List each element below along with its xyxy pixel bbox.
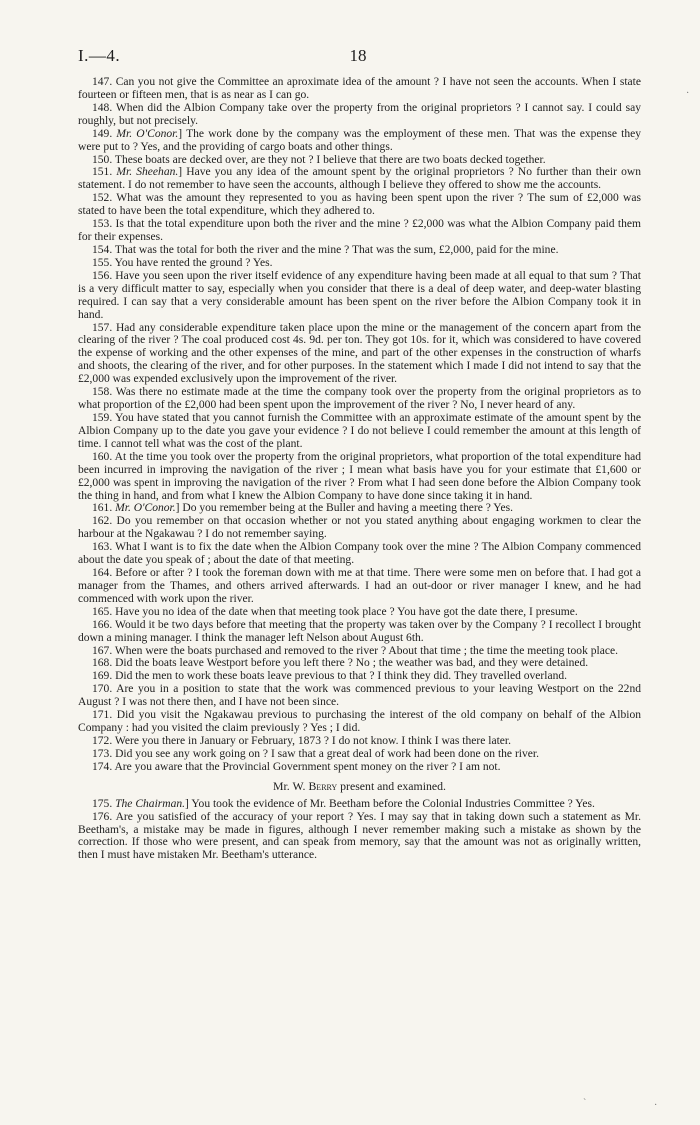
question-paragraph: 153. Is that the total expenditure upon both the river and the mine ? £2,000 was what the Albion Company paid them for their expenses. bbox=[78, 218, 641, 244]
margin-mark: · bbox=[654, 1100, 658, 1111]
speaker-name: Mr. Sheehan. bbox=[116, 166, 179, 179]
question-paragraph: 150. These boats are decked over, are they not ? I believe that there are two boats decked together. bbox=[92, 153, 546, 166]
question-paragraph: 158. Was there no estimate made at the time the company took over the property from the original proprietors as to what proportion of the £2,000 had been spent upon the improvement of the river ? No, I never heard of any. bbox=[78, 386, 641, 412]
question-paragraph: 162. Do you remember on that occasion whether or not you stated anything about engaging workmen to clear the harbour at the Ngakawau ? I do not remember saying. bbox=[78, 515, 641, 541]
question-paragraph: 172. Were you there in January or February, 1873 ? I do not know. I think I was there later. bbox=[92, 735, 512, 748]
question-paragraph: 168. Did the boats leave Westport before you left there ? No ; the weather was bad, and they were detained. bbox=[92, 657, 589, 670]
section-heading: Mr. W. Berry present and examined. bbox=[273, 778, 446, 793]
margin-mark: · bbox=[686, 88, 690, 99]
speaker-name: Mr. O'Conor. bbox=[116, 127, 179, 140]
question-paragraph: 164. Before or after ? I took the foreman down with me at that time. There were some men on before that. I had got a manager from the Thames, and others arrived afterwards. I had an out-door or river manager I knew, and he had commenced with work upon the river. bbox=[78, 567, 641, 605]
question-paragraph: 161. Mr. O'Conor.] Do you remember being at the Buller and having a meeting there ? Yes. bbox=[92, 502, 513, 515]
question-paragraph: 176. Are you satisfied of the accuracy of your report ? Yes. I may say that in taking down such a statement as Mr. Beetham's, a mistake may be made in figures, although I never remember making such a mistake as shown by the correction. If those who were present, and can speak from memory, say that the amount was not as originally written, then I must have mistaken Mr. Beetham's utterance. bbox=[78, 810, 641, 862]
question-paragraph: 154. That was the total for both the river and the mine ? That was the sum, £2,000, paid for the mine. bbox=[92, 243, 559, 256]
question-paragraph: 155. You have rented the ground ? Yes. bbox=[92, 256, 273, 269]
question-paragraph: 170. Are you in a position to state that the work was commenced previous to your leaving Westport on the 22nd August ? I was not there then, and I have not been since. bbox=[78, 683, 641, 709]
document-reference: I.—4. bbox=[78, 46, 121, 65]
question-paragraph: 148. When did the Albion Company take over the property from the original proprietors ? I cannot say. I could say roughly, but not precisely. bbox=[78, 101, 641, 127]
question-paragraph: 166. Would it be two days before that meeting that the property was taken over by the Company ? I recollect I brought down a mining manager. I think the manager left Nelson about August 6th. bbox=[78, 618, 641, 644]
margin-mark: ` bbox=[583, 1098, 587, 1109]
question-paragraph: 152. What was the amount they represented to you as having been spent upon the river ? The sum of £2,000 was stated to have been the total expenditure, which they adhered to. bbox=[78, 192, 641, 218]
testimony-part-2 bbox=[78, 798, 641, 863]
testimony-body bbox=[78, 76, 641, 862]
question-paragraph: 173. Did you see any work going on ? I saw that a great deal of work had been done on the river. bbox=[92, 747, 539, 760]
question-paragraph: 165. Have you no idea of the date when that meeting took place ? You have got the date there, I presume. bbox=[92, 605, 578, 618]
question-paragraph: 163. What I want is to fix the date when the Albion Company took over the mine ? The Albion Company commenced about the date you speak of ; about the date of that meeting. bbox=[78, 541, 641, 567]
question-paragraph: 175. The Chairman.] You took the evidence of Mr. Beetham before the Colonial Industries Committee ? Yes. bbox=[92, 797, 595, 810]
question-paragraph: 149. Mr. O'Conor.] The work done by the company was the employment of these men. That was the expense they were put to ? Yes, and the providing of cargo boats and other things. bbox=[78, 127, 641, 153]
question-paragraph: 167. When were the boats purchased and removed to the river ? About that time ; the time the meeting took place. bbox=[92, 644, 618, 657]
speaker-name: Mr. O'Conor. bbox=[115, 502, 176, 515]
question-paragraph: 151. Mr. Sheehan.] Have you any idea of the amount spent by the original proprietors ? No further than their own statement. I do not remember to have seen the accounts, although I believe they offered to show me the accounts. bbox=[78, 166, 641, 192]
speaker-name: The Chairman. bbox=[115, 797, 186, 810]
question-paragraph: 156. Have you seen upon the river itself evidence of any expenditure having been made at all equal to that sum ? That is a very difficult matter to say, especially when you consider that there is a deal of deep water, and deep-water blasting required. I can say that a very considerable amount has been spent on the river before the Albion Company took it in hand. bbox=[78, 269, 641, 321]
question-paragraph: 160. At the time you took over the property from the original proprietors, what proportion of the total expenditure had been incurred in improving the navigation of the river ; I mean what basis have you for your estimate that £1,600 or £2,000 was spent in improving the navigation of the river ? From what I had seen done before the Albion Company took the thing in hand, and from what I knew the Albion Company to have done since taking it in hand. bbox=[78, 450, 641, 502]
question-paragraph: 157. Had any considerable expenditure taken place upon the mine or the management of the concern apart from the clearing of the river ? The coal produced cost 4s. 9d. per ton. They got 10s. for it, which was considered to have covered the expense of working and the other expenses of the mine, and part of the other expenses in the construction of wharfs and shoots, the clearing of the river, and for other purposes. In the statement which I made I did not intend to say that the £2,000 was expended exclusively upon the improvement of the river. bbox=[78, 321, 641, 386]
question-paragraph: 171. Did you visit the Ngakawau previous to purchasing the interest of the old company on behalf of the Albion Company : had you visited the claim previously ? Yes ; I did. bbox=[78, 709, 641, 735]
question-paragraph: 147. Can you not give the Committee an aproximate idea of the amount ? I have not seen the accounts. When I state fourteen or fifteen men, that is as near as I can go. bbox=[78, 76, 641, 101]
page-header bbox=[78, 46, 638, 66]
question-paragraph: 159. You have stated that you cannot furnish the Committee with an approximate estimate of the amount spent by the Albion Company up to the date you gave your evidence ? I do not believe I could remember the amount at this length of time. I cannot tell what was the cost of the plant. bbox=[78, 411, 641, 450]
page-number: 18 bbox=[349, 46, 367, 65]
testimony-part-1 bbox=[78, 76, 641, 774]
question-paragraph: 174. Are you aware that the Provincial Government spent money on the river ? I am not. bbox=[92, 760, 501, 773]
question-paragraph: 169. Did the men to work these boats leave previous to that ? I think they did. They travelled overland. bbox=[92, 670, 568, 683]
